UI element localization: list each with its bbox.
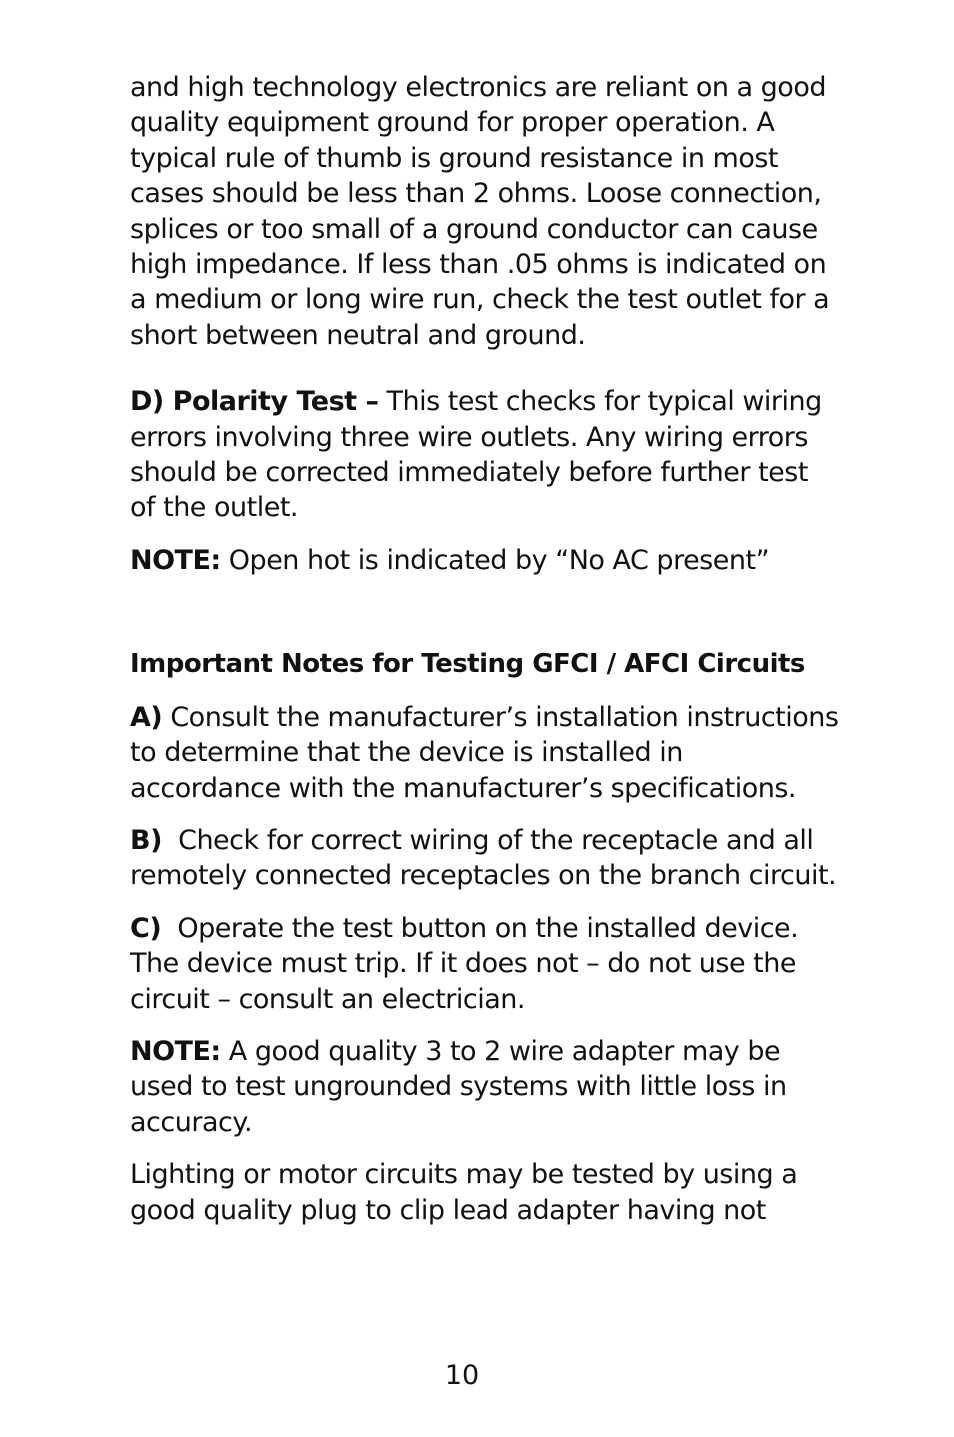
section-heading-gfci-afci: Important Notes for Testing GFCI / AFCI Circuits [130,649,805,680]
paragraph-polarity-test [130,384,840,526]
item-b-label: B) [130,824,162,856]
item-b [130,823,840,894]
note-label: NOTE: [130,544,221,576]
page-number: 10 [444,1360,480,1391]
note-adapter [130,1034,840,1140]
note-open-hot [130,543,840,578]
note-text: Open hot is indicated by “No AC present” [220,544,770,576]
note-adapter-label: NOTE: [130,1035,221,1067]
item-b-text: Check for correct wiring of the receptacle and all remotely connected receptacles on the branch circuit. [130,824,837,892]
item-a-label: A) [130,701,163,733]
paragraph-ground-resistance: and high technology electronics are reliant on a good quality equipment ground for proper operation. A typical rule of thumb is ground resistance in most cases should be less than 2 ohms. Loose connection, splices or too small of a ground conductor can cause high impedance. If less than .05 ohms is indicated on a medium or long wire run, check the test outlet for a short between neutral and ground. [130,72,830,351]
item-a-text: Consult the manufacturer’s installation instructions to determine that the device is installed in accordance with the manufacturer’s specifications. [130,701,839,804]
polarity-test-label: D) Polarity Test – [130,386,379,418]
note-adapter-text: A good quality 3 to 2 wire adapter may be used to test ungrounded systems with little loss in accuracy. [130,1035,787,1138]
item-c-text: Operate the test button on the installed device. The device must trip. If it does not – do not use the circuit – consult an electrician. [130,912,807,1015]
item-a [130,700,840,806]
manual-page-content [130,70,840,1228]
item-c-label: C) [130,912,162,944]
paragraph-lighting-motor: Lighting or motor circuits may be tested by using a good quality plug to clip lead adapter having not [130,1159,798,1226]
polarity-test-text: This test checks for typical wiring errors involving three wire outlets. Any wiring errors should be corrected immediately before further test of the outlet. [130,386,822,524]
item-c [130,911,840,1017]
